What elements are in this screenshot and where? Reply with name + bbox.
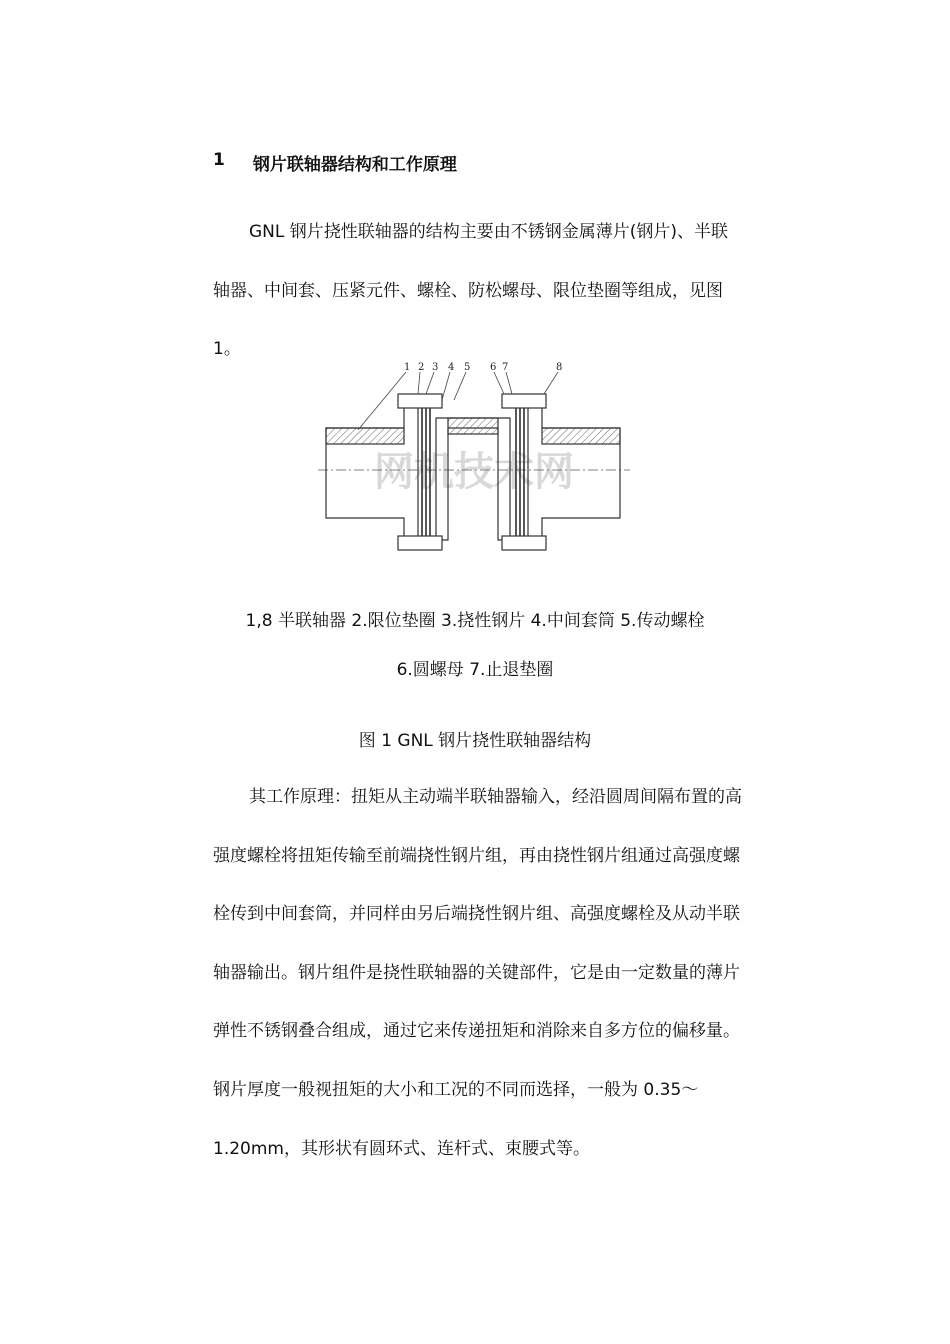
figure-legend-line-1: 1,8 半联轴器 2.限位垫圈 3.挠性钢片 4.中间套筒 5.传动螺栓	[245, 611, 705, 631]
coupling-drawing	[318, 360, 630, 560]
part-label-8: 8	[556, 362, 563, 373]
part-label-4: 4	[448, 362, 455, 373]
part-label-7: 7	[502, 362, 509, 373]
section-heading	[213, 150, 457, 175]
part-label-5: 5	[464, 362, 471, 373]
part-label-2: 2	[418, 362, 425, 373]
section-number: 1	[213, 150, 225, 170]
figure-legend-line-2: 6.圆螺母 7.止退垫圈	[396, 660, 554, 680]
part-label-6: 6	[490, 362, 497, 373]
figure-title: 图 1 GNL 钢片挠性联轴器结构	[358, 731, 592, 751]
part-label-1: 1	[404, 362, 411, 373]
intro-paragraph-text: GNL 钢片挠性联轴器的结构主要由不锈钢金属薄片(钢片)、半联轴器、中间套、压紧元件、螺栓、防松螺母、限位垫圈等组成，见图 1。	[213, 222, 729, 360]
working-principle-text: 其工作原理：扭矩从主动端半联轴器输入，经沿圆周间隔布置的高强度螺栓将扭矩传输至前端挠性钢片组，再由挠性钢片组通过高强度螺栓传到中间套筒，并同样由另后端挠性钢片组、高强度螺栓及从动半联轴器输出。钢片组件是挠性联轴器的关键部件，它是由一定数量的薄片弹性不锈钢叠合组成，通过它来传递扭矩和消除来自多方位的偏移量。钢片厚度一般视扭矩的大小和工况的不同而选择，一般为 0.35～1.20mm，其形状有圆环式、连杆式、束腰式等。	[213, 787, 742, 1159]
watermark-text: 网机技术网	[374, 448, 574, 495]
part-label-3: 3	[432, 362, 439, 373]
section-title: 钢片联轴器结构和工作原理	[252, 155, 457, 175]
intro-paragraph	[213, 203, 743, 379]
working-principle-paragraph	[213, 768, 743, 1178]
